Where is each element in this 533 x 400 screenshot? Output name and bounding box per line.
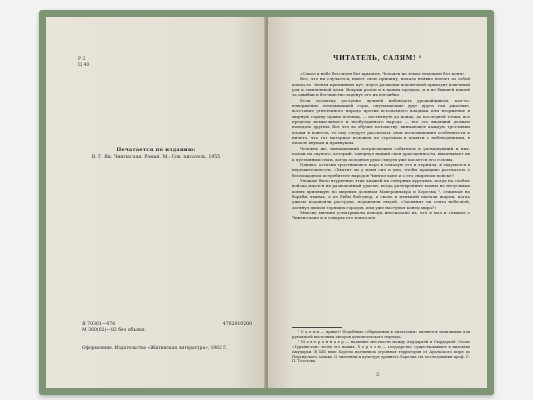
source-heading: Печатается по изданию: — [116, 147, 196, 153]
chapter-title: ЧИТАТЕЛЬ, САЛЯМ! ¹ — [332, 55, 423, 62]
paragraph: Если человеку доступно лучшей наблюдать урожайщиком, кал-то: извержение огнедышащей горы, опутывающие друг друга гаи ужасные, восстание угнетенного народа против всесильного владыки или вторжение в мирную страну чужих полчищ, — постигнуть до конца, до последней точки, все пределы немыслимого и необузданного народа — все это видящий должен поведать другим. Вот что во обучит потомству: внимающее каждую тростинки пламя в повесть, то ему следует рассказать свои воспоминания особенности и ничего, что тот материал изложен по строчкам в памяти с наблюдениями, в начале внукам и правнукам. — [292, 97, 470, 146]
page-number: 3 — [375, 373, 380, 378]
body-text — [292, 71, 470, 221]
imprint-codes — [82, 322, 252, 334]
copyright-notice: Оформление. Издательство «Житинская литература», 1982 Г. — [82, 346, 228, 351]
catalog-line: Р 2 — [78, 57, 86, 62]
paragraph: Человек же, вынашавший потрясающим событием и упоманувший и них, похож на скупого, который, завернул нищий свои драгоценности, выкапывает их к пустынным снам, когда холодная рука смерти уже касается его головы. — [292, 145, 470, 162]
source-text: В. Г. Ян. Чингиз-хан. Роман. М.: Сов. писатель, 1955 — [91, 155, 221, 160]
paragraph: Однако, остатки тростниковое перо в отмалую его и чернила, я задумался в нерешительности. «Хватит ли у меня сил и ума, чтобы правдиво рассказать о беспощадном истребителе народов Чингиз-хане и о его свирепом войске? — [292, 161, 470, 178]
imprint-code-number: 4702010200 — [222, 322, 252, 327]
catalog-line: Ц 40 — [78, 63, 90, 68]
footnote-divider — [292, 327, 342, 328]
footnote: ² М а в е р а н н а х р — название местности между Амударьей и Сырдарьей. Слово «Туранистан» тесно его наших. Х о р е з м — государство, существовавшее в низовьях Амударьи. В XIII веке Хорезм подчинила огромная территория от Аральского моря до Персидского залива. О значении и культуре древнего Хорезма см. исследования проф. С. П. Толстова. — [292, 340, 470, 364]
paragraph: «Сокол в небе бессилен без крыльев. Человек на земле немощен без коня». — [300, 71, 466, 76]
catalog-index — [78, 57, 89, 69]
left-page — [46, 17, 266, 388]
imprint-code-line: М 360(02)—82 без объявл. — [82, 328, 147, 333]
paragraph: Все, что ни случается, имеет свою причину, начало неявно влечет за собой конец ее. Звенья причинных пут, через развилки вековечной приводят извечный рок к заменчивой цели. Вскрыв разом и в наших предках, и в не бывшей нашей за ошибки и бесчинство заденут его их изглибие. — [292, 76, 470, 98]
right-page — [268, 17, 487, 388]
paragraph: Многие мнения усматривали поводы иносказано их, что я мел и слышал о Чингиз-хане и в северах его монголов. — [292, 209, 470, 221]
paragraph: Уважаю было втурнение этих лиджей на северных курганах, когда на слабые войска мчался их разноконный ураган, когда разъяренные воины на несусимых конях хрипящую по мирным долинам Мавераннахра и Хорезма ², отжимая на борьбы чванах, а из бабы бой-двор, а сколь в меньшей пылали жаром, когда ужасы подавляли рассудок, подавляли людей. «Засиянит ли сента небесной, затянул дымом горящих городов, или уже наступил конец мира?» — [292, 177, 470, 210]
imprint-code-line: Я 70301—076 — [82, 322, 116, 327]
footnotes — [292, 330, 470, 365]
footnote: ¹ С а л я м — привет! Подобным «Обращения к читателям» являются типичными для рукописей восточных авторов домонгольского периода. — [292, 330, 470, 339]
